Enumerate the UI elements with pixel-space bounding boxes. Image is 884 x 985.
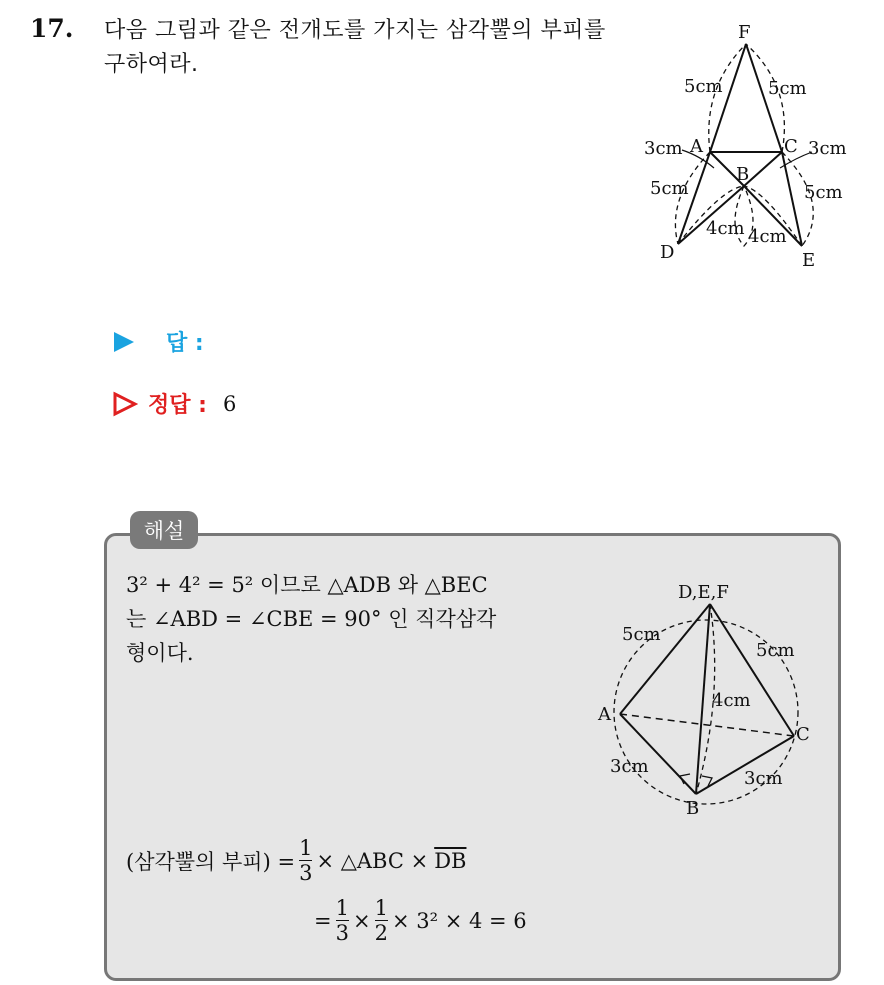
half-num: 1 bbox=[374, 896, 388, 920]
tetrahedron-figure bbox=[594, 576, 824, 822]
question-text: 다음 그림과 같은 전개도를 가지는 삼각뿔의 부피를 구하여라. bbox=[104, 18, 606, 77]
edge-ac-hidden bbox=[620, 714, 794, 736]
formula-times2: × bbox=[352, 908, 371, 933]
question-number: 17. bbox=[30, 14, 74, 43]
label-c-side: 3cm bbox=[808, 138, 847, 159]
label-ad: 5cm bbox=[650, 178, 689, 199]
volume-formula-line-2 bbox=[314, 896, 527, 945]
correct-label: 정답 : bbox=[148, 393, 207, 418]
label-a-side: 3cm bbox=[644, 138, 683, 159]
fraction-one-half bbox=[375, 896, 388, 945]
vertex-d: D bbox=[660, 242, 675, 263]
correct-answer-row bbox=[112, 388, 236, 419]
vertex-e: E bbox=[802, 250, 816, 271]
fraction-one-third bbox=[299, 836, 312, 885]
vertex-a: A bbox=[690, 136, 703, 157]
vertex-a-solid: A bbox=[598, 704, 611, 725]
formula-times: × △ABC × bbox=[316, 848, 429, 873]
solution-text bbox=[126, 568, 586, 670]
label-ab: 3cm bbox=[610, 756, 649, 777]
vertex-b-solid: B bbox=[686, 798, 700, 819]
label-bd: 4cm bbox=[706, 218, 745, 239]
edge-apex-c bbox=[710, 604, 794, 736]
solution-tag: 해설 bbox=[130, 511, 198, 549]
label-top-left: 5cm bbox=[622, 624, 661, 645]
vertex-c: C bbox=[784, 136, 798, 157]
correct-value: 6 bbox=[222, 391, 237, 416]
label-height: 4cm bbox=[712, 690, 751, 711]
correct-triangle-icon bbox=[112, 391, 138, 417]
formula-rest: × 3² × 4 = 6 bbox=[391, 908, 527, 933]
label-ce: 5cm bbox=[804, 182, 843, 203]
half-den: 2 bbox=[374, 921, 388, 945]
answer-label: 답 : bbox=[166, 331, 204, 356]
frac-den: 3 bbox=[299, 861, 313, 885]
solution-line-3: 형이다. bbox=[126, 641, 194, 665]
label-cf: 5cm bbox=[768, 78, 807, 99]
solution-line-1: 3² + 4² = 5² 이므로 △ADB 와 △BEC bbox=[126, 573, 488, 597]
segment-db: $\overline{DB}$ bbox=[434, 848, 467, 873]
edge-ab bbox=[620, 714, 696, 794]
label-bc: 3cm bbox=[744, 768, 783, 789]
label-af: 5cm bbox=[684, 76, 723, 97]
edge-apex-a bbox=[620, 604, 710, 714]
vertex-b: B bbox=[736, 164, 750, 185]
formula-lhs: (삼각뿔의 부피) = bbox=[126, 849, 296, 874]
net-figure bbox=[640, 18, 862, 274]
frac-num-2: 1 bbox=[335, 896, 349, 920]
edge-cb bbox=[744, 152, 782, 186]
label-be: 4cm bbox=[748, 226, 787, 247]
frac-num: 1 bbox=[299, 836, 313, 860]
formula-eq2: = bbox=[314, 908, 332, 933]
vertex-f: F bbox=[738, 22, 751, 43]
answer-row bbox=[112, 326, 204, 357]
volume-formula-line-1 bbox=[126, 836, 466, 885]
fraction-one-third-2 bbox=[336, 896, 349, 945]
frac-den-2: 3 bbox=[335, 921, 349, 945]
solution-line-2: 는 ∠ABD = ∠CBE = 90° 인 직각삼각 bbox=[126, 607, 497, 631]
label-top-right: 5cm bbox=[756, 640, 795, 661]
vertex-c-solid: C bbox=[796, 724, 810, 745]
answer-triangle-icon bbox=[112, 330, 136, 354]
apex-label: D,E,F bbox=[678, 582, 729, 603]
edge-af bbox=[710, 44, 746, 152]
